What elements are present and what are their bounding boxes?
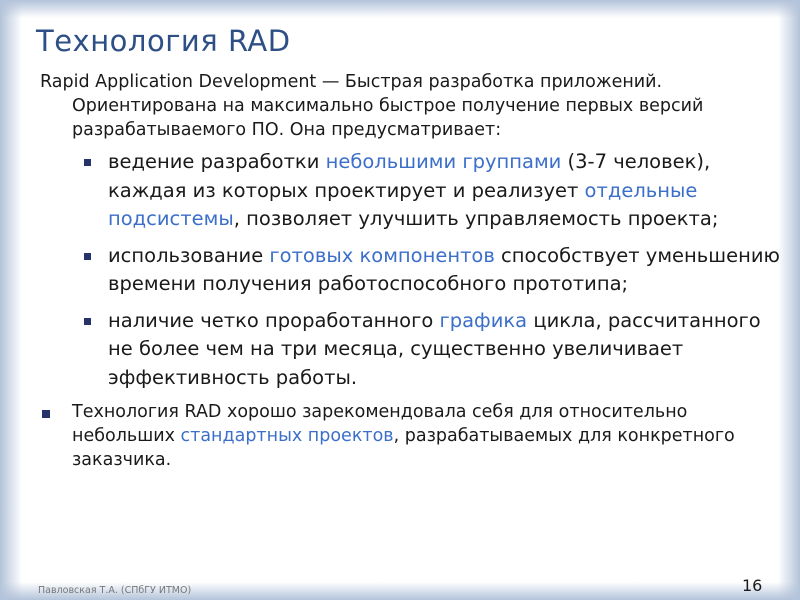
bullet-text: использование: [108, 243, 270, 267]
intro-paragraph: [40, 70, 780, 142]
bullet-text: Технология RAD хорошо зарекомендовала себя для относительно небольших: [72, 402, 688, 446]
highlighted-term: стандартных проектов: [180, 426, 394, 446]
intro-rest: Ориентирована на максимально быстрое получение первых версий разрабатываемого ПО. Она предусматривает:: [72, 96, 704, 140]
bullet-text: наличие четко проработанного: [108, 308, 440, 332]
slide-title: Технология RAD: [36, 24, 291, 58]
bullet-text: , позволяет улучшить управляемость проекта;: [233, 207, 719, 230]
main-bullet-item: [40, 400, 780, 472]
page-number: 16: [742, 576, 763, 595]
bullet-text: ведение разработки: [108, 150, 326, 173]
intro-first-line: Rapid Application Development — Быстрая разработка приложений.: [40, 72, 663, 92]
highlighted-term: готовых компонентов: [269, 243, 495, 267]
highlighted-term: небольшими группами: [325, 150, 562, 173]
bullet-text: , разрабатываемых для конкретного заказчика.: [72, 426, 735, 470]
bullet-text: (3-7 человек), каждая из которых проектирует и реализует: [108, 150, 711, 202]
highlighted-term: графика: [439, 308, 528, 332]
square-bullet-icon: [42, 410, 50, 418]
bullet-text: цикла, рассчитанного не более чем на три месяца, существенно увеличивает эффективность работы.: [108, 308, 761, 389]
square-bullet-icon: [84, 318, 91, 325]
square-bullet-icon: [84, 253, 91, 260]
sub-bullet-item: [40, 242, 780, 299]
sub-bullet-list: [40, 148, 780, 392]
footer-author: Павловская Т.А. (СПбГУ ИТМО): [38, 585, 192, 596]
sub-bullet-item: [40, 148, 780, 234]
square-bullet-icon: [84, 159, 91, 166]
sub-bullet-item: [40, 307, 780, 393]
bullet-text: способствует уменьшению времени получения работоспособного прототипа;: [108, 243, 780, 295]
highlighted-term: отдельные подсистемы: [108, 178, 698, 230]
slide-content: [40, 70, 780, 472]
